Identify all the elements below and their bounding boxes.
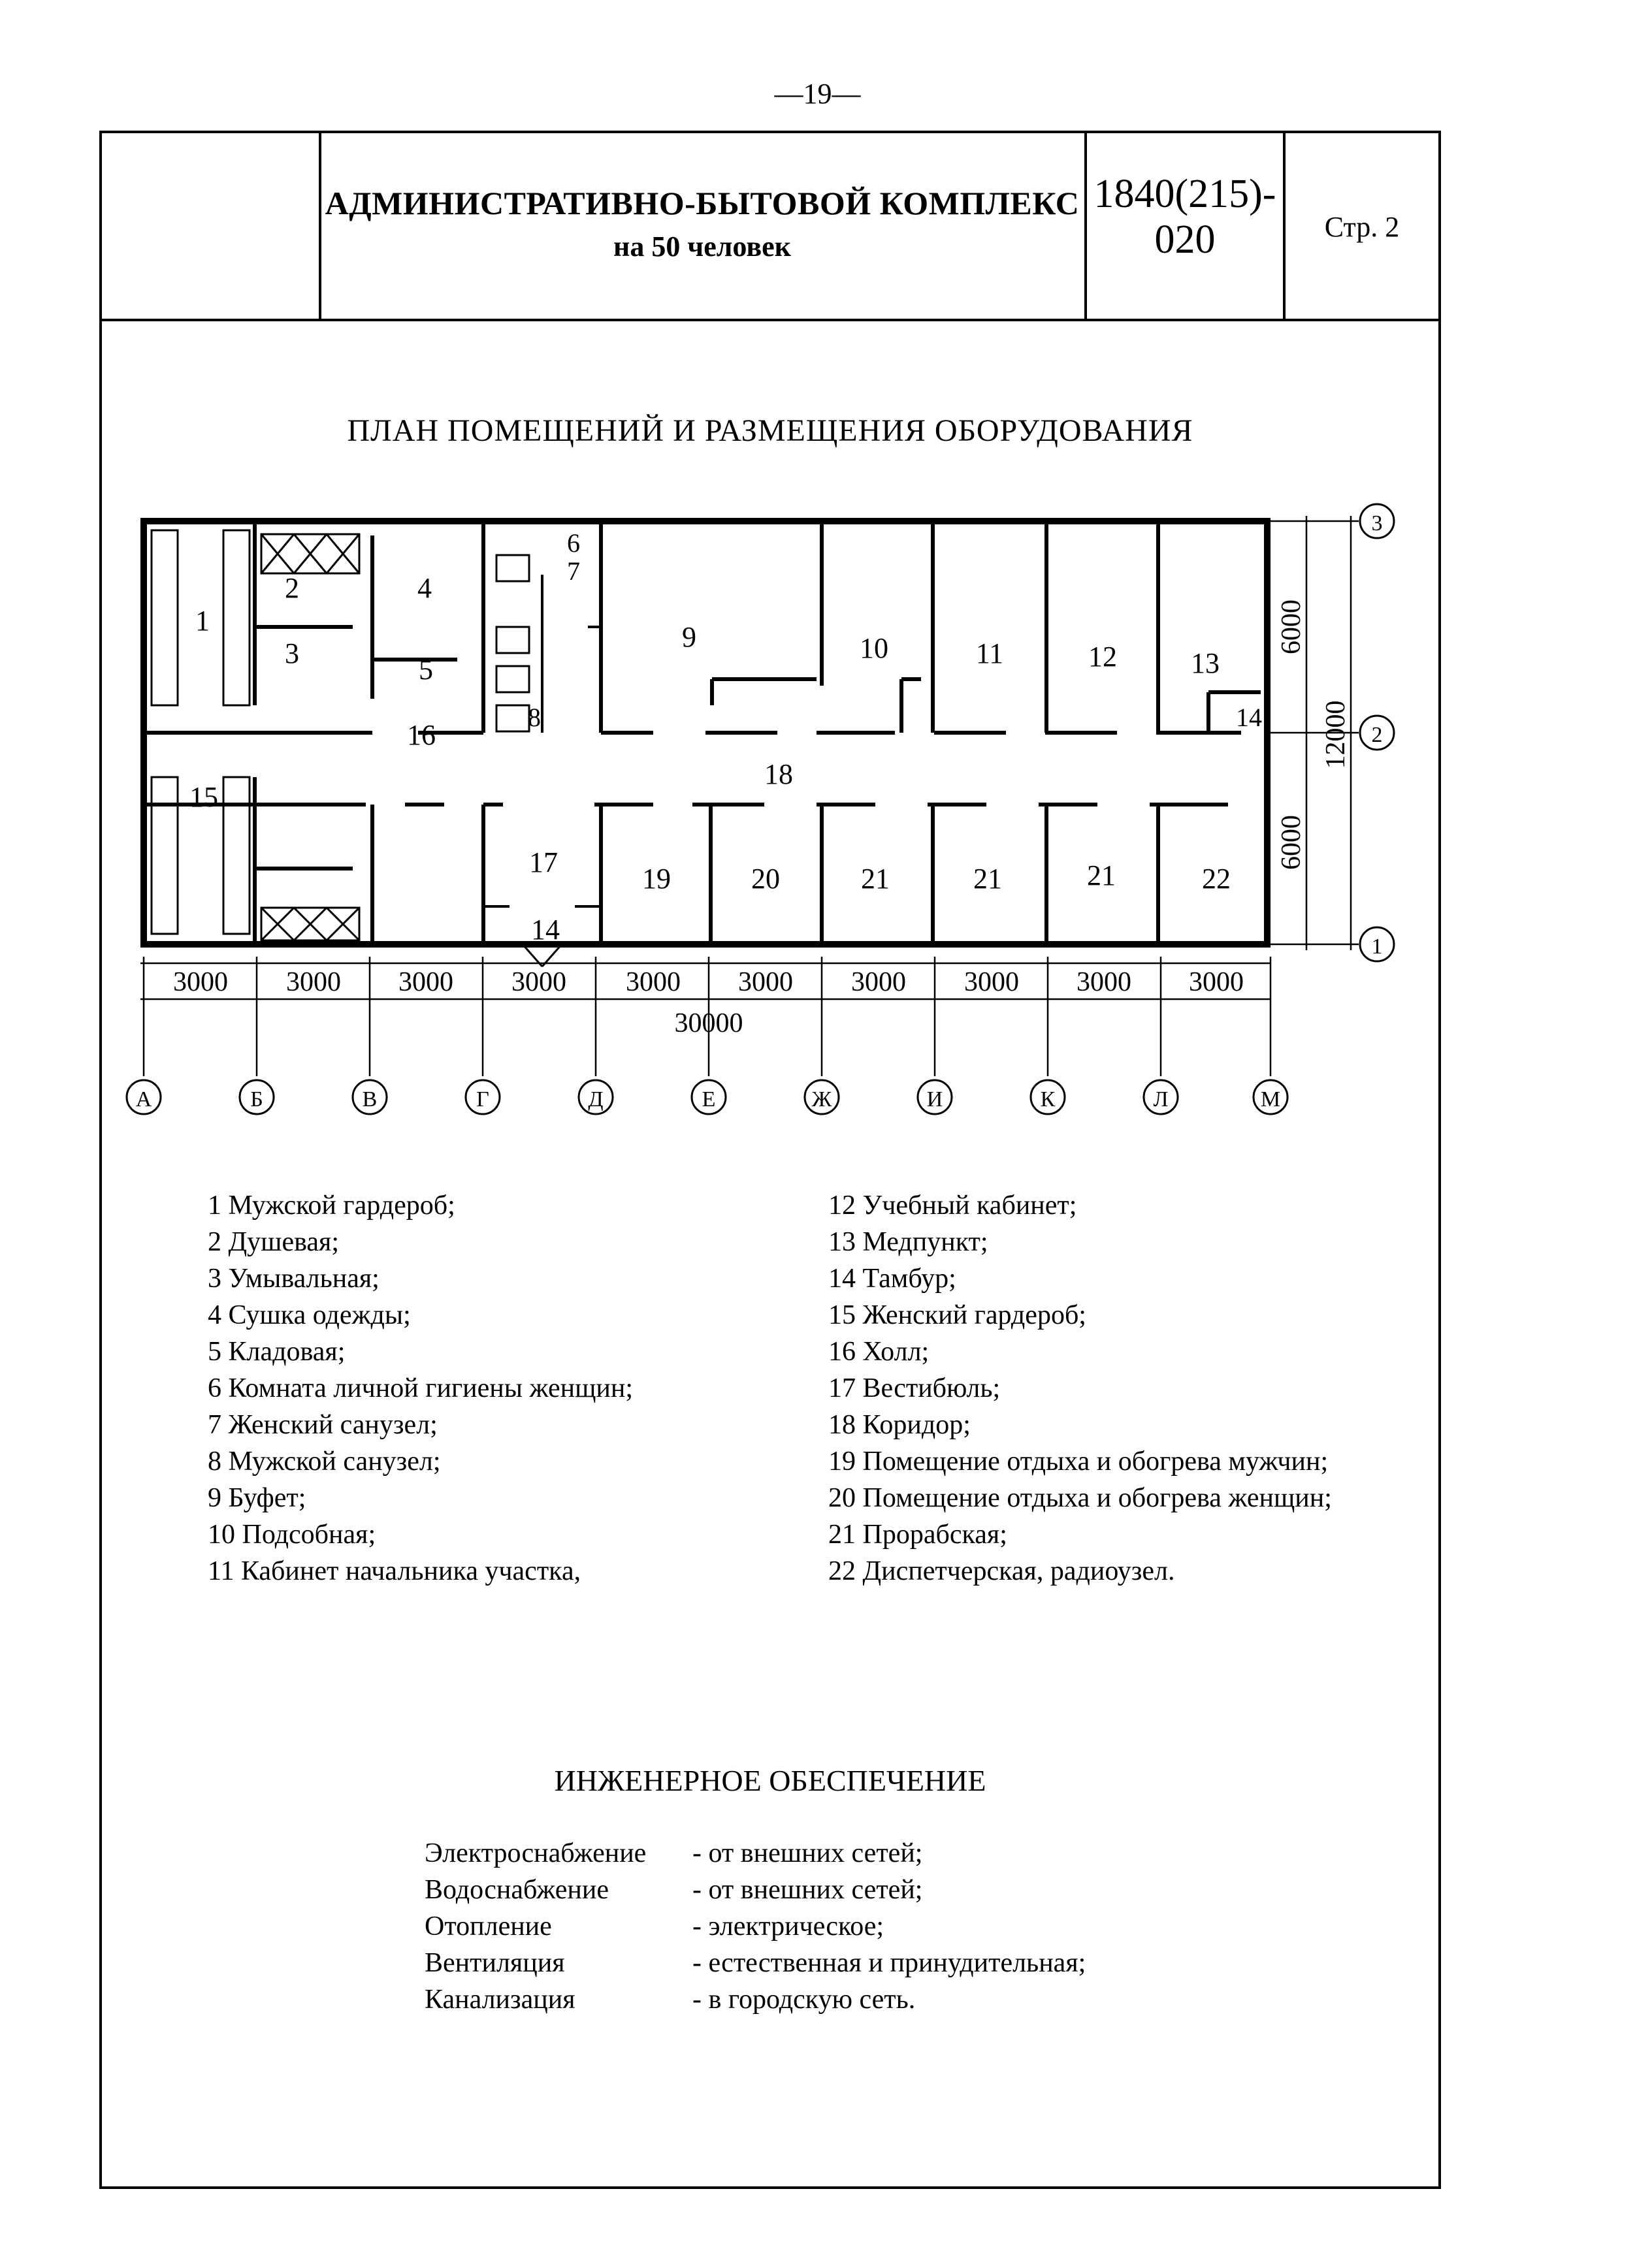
legend-item: 3 Умывальная; bbox=[208, 1264, 380, 1294]
legend-item: 1 Мужской гардероб; bbox=[208, 1190, 455, 1221]
engineering-name: Отопление bbox=[425, 1911, 552, 1941]
legend-item: 8 Мужской санузел; bbox=[208, 1446, 441, 1477]
axis-number: 2 bbox=[1371, 723, 1383, 747]
room-label: 3 bbox=[285, 637, 299, 669]
legend-item: 9 Буфет; bbox=[208, 1483, 306, 1513]
room-label: 4 bbox=[417, 572, 432, 604]
room-label: 19 bbox=[642, 863, 671, 895]
room-label: 5 bbox=[419, 654, 433, 686]
plan-title: ПЛАН ПОМЕЩЕНИЙ И РАЗМЕЩЕНИЯ ОБОРУДОВАНИЯ bbox=[347, 413, 1193, 448]
bay-dimension: 3000 bbox=[286, 967, 341, 997]
engineering-name: Электроснабжение bbox=[425, 1838, 647, 1868]
legend-left bbox=[208, 1187, 633, 1589]
axis-number: 3 bbox=[1371, 511, 1383, 535]
legend-item: 2 Душевая; bbox=[208, 1227, 340, 1257]
legend-item: 13 Медпункт; bbox=[828, 1227, 988, 1257]
room-label: 21 bbox=[973, 863, 1002, 895]
legend-item: 19 Помещение отдыха и обогрева мужчин; bbox=[828, 1446, 1329, 1477]
room-label: 21 bbox=[1087, 859, 1116, 891]
room-label: 12 bbox=[1088, 641, 1117, 673]
sheet-number: Стр. 2 bbox=[1324, 211, 1400, 243]
bay-dimension-vertical: 6000 bbox=[1276, 815, 1306, 870]
bay-dimension: 3000 bbox=[964, 967, 1019, 997]
bay-dimension-vertical: 6000 bbox=[1276, 599, 1306, 654]
room-label: 11 bbox=[975, 637, 1004, 669]
axis-letter: И bbox=[926, 1087, 943, 1111]
room-label: 1 bbox=[195, 605, 210, 637]
legend-item: 14 Тамбур; bbox=[828, 1264, 956, 1294]
axis-letter: К bbox=[1040, 1087, 1056, 1111]
room-label: 9 bbox=[682, 621, 696, 653]
engineering-value: - от внешних сетей; bbox=[692, 1875, 923, 1905]
room-label: 15 bbox=[189, 781, 218, 813]
engineering-values bbox=[692, 1835, 1086, 2018]
legend-item: 18 Коридор; bbox=[828, 1410, 971, 1440]
room-label: 7 bbox=[567, 556, 580, 586]
document-title: АДМИНИСТРАТИВНО-БЫТОВОЙ КОМПЛЕКС bbox=[325, 185, 1080, 221]
legend-item: 21 Прорабская; bbox=[828, 1520, 1007, 1550]
legend-item: 16 Холл; bbox=[828, 1337, 930, 1367]
legend-right bbox=[828, 1187, 1332, 1589]
room-label: 16 bbox=[407, 719, 436, 751]
legend-item: 10 Подсобная; bbox=[208, 1520, 376, 1550]
page-number: —19— bbox=[774, 78, 861, 110]
engineering-value: - от внешних сетей; bbox=[692, 1838, 923, 1868]
legend-item: 22 Диспетчерская, радиоузел. bbox=[828, 1556, 1175, 1586]
total-dimension: 30000 bbox=[674, 1008, 743, 1038]
bay-dimension: 3000 bbox=[738, 967, 793, 997]
bay-dimension: 3000 bbox=[1077, 967, 1131, 997]
document-code-line1: 1840(215)- bbox=[1093, 172, 1276, 216]
room-label: 8 bbox=[528, 703, 541, 732]
engineering-title: ИНЖЕНЕРНОЕ ОБЕСПЕЧЕНИЕ bbox=[554, 1764, 986, 1797]
legend-item: 20 Помещение отдыха и обогрева женщин; bbox=[828, 1483, 1332, 1513]
room-label: 21 bbox=[861, 863, 890, 895]
room-label: 22 bbox=[1202, 863, 1231, 895]
document-code-line2: 020 bbox=[1154, 217, 1216, 262]
axis-letter: Г bbox=[476, 1087, 489, 1111]
legend-item: 6 Комната личной гигиены женщин; bbox=[208, 1373, 634, 1403]
engineering-name: Водоснабжение bbox=[425, 1875, 609, 1905]
axis-letter: А bbox=[135, 1087, 152, 1111]
axis-letter: Б bbox=[250, 1087, 263, 1111]
legend-item: 11 Кабинет начальника участка, bbox=[208, 1556, 581, 1586]
total-dimension-vertical: 12000 bbox=[1321, 700, 1351, 769]
room-label: 13 bbox=[1191, 647, 1220, 679]
axis-letter: Д bbox=[588, 1087, 604, 1111]
bay-dimension: 3000 bbox=[851, 967, 906, 997]
legend-item: 7 Женский санузел; bbox=[208, 1410, 438, 1440]
bay-dimension: 3000 bbox=[626, 967, 681, 997]
bay-dimension: 3000 bbox=[511, 967, 566, 997]
engineering-name: Вентиляция bbox=[425, 1948, 565, 1978]
legend-item: 15 Женский гардероб; bbox=[828, 1300, 1086, 1330]
engineering-value: - электрическое; bbox=[692, 1911, 884, 1941]
room-label: 18 bbox=[764, 758, 793, 790]
room-label: 17 bbox=[529, 846, 558, 878]
axis-letter: Ж bbox=[811, 1087, 832, 1111]
room-label: 6 bbox=[567, 528, 580, 558]
room-label: 14 bbox=[1236, 703, 1262, 732]
room-label: 14 bbox=[531, 914, 560, 946]
axis-letter: Л bbox=[1153, 1087, 1169, 1111]
engineering-names bbox=[425, 1835, 646, 2018]
room-label: 2 bbox=[285, 572, 299, 604]
bay-dimension: 3000 bbox=[1189, 967, 1244, 997]
engineering-value: - в городскую сеть. bbox=[692, 1985, 916, 2015]
document-subtitle: на 50 человек bbox=[613, 231, 791, 263]
legend-item: 4 Сушка одежды; bbox=[208, 1300, 411, 1330]
engineering-value: - естественная и принудительная; bbox=[692, 1948, 1086, 1978]
bay-dimension: 3000 bbox=[173, 967, 228, 997]
axis-letter: Е bbox=[702, 1087, 716, 1111]
axis-letter: В bbox=[362, 1087, 378, 1111]
legend-item: 5 Кладовая; bbox=[208, 1337, 346, 1367]
legend-item: 12 Учебный кабинет; bbox=[828, 1190, 1077, 1221]
axis-number: 1 bbox=[1371, 934, 1383, 959]
legend-item: 17 Вестибюль; bbox=[828, 1373, 1001, 1403]
axis-letter: М bbox=[1260, 1087, 1281, 1111]
room-label: 20 bbox=[751, 863, 780, 895]
bay-dimension: 3000 bbox=[398, 967, 453, 997]
room-label: 10 bbox=[860, 632, 888, 664]
engineering-name: Канализация bbox=[425, 1985, 575, 2015]
